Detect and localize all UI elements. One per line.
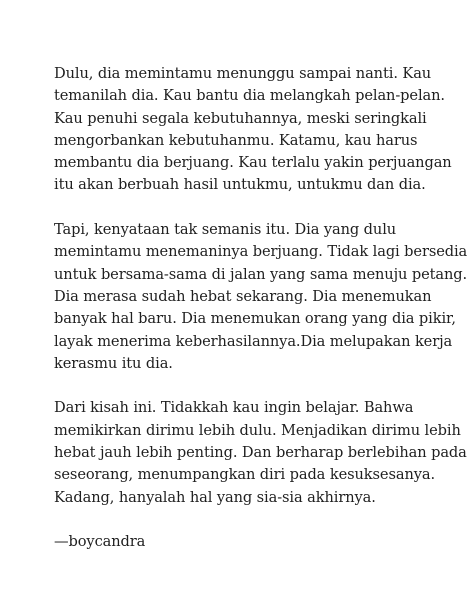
text-line: temanilah dia. Kau bantu dia melangkah pelan-pelan. (54, 87, 445, 105)
quote-text-block (54, 63, 474, 554)
author-signature (54, 531, 474, 553)
text-line: hebat jauh lebih penting. Dan berharap berlebihan pada (54, 444, 467, 462)
text-line: untuk bersama-sama di jalan yang sama menuju petang. (54, 265, 468, 283)
text-line: kerasmu itu dia. (54, 354, 173, 372)
text-line: membantu dia berjuang. Kau terlalu yakin perjuangan (54, 154, 452, 172)
text-line: memikirkan dirimu lebih dulu. Menjadikan dirimu lebih (54, 421, 461, 439)
text-line: seseorang, menumpangkan diri pada kesuksesanya. (54, 466, 436, 484)
author-name: —boycandra (54, 533, 146, 551)
text-line: Dia merasa sudah hebat sekarang. Dia menemukan (54, 287, 432, 305)
text-line: banyak hal baru. Dia menemukan orang yang dia pikir, (54, 310, 456, 328)
text-line: Dari kisah ini. Tidakkah kau ingin belajar. Bahwa (54, 399, 414, 417)
text-line: Kadang, hanyalah hal yang sia-sia akhirnya. (54, 488, 376, 506)
text-line: Dulu, dia memintamu menunggu sampai nanti. Kau (54, 65, 432, 82)
text-line: memintamu menemaninya berjuang. Tidak lagi bersedia (54, 243, 468, 261)
paragraph-2 (54, 219, 474, 375)
paragraph-3 (54, 397, 474, 508)
text-line: layak menerima keberhasilannya.Dia melupakan kerja (54, 332, 453, 350)
paragraph-1 (54, 63, 474, 197)
text-line: itu akan berbuah hasil untukmu, untukmu dan dia. (54, 176, 426, 194)
text-line: Kau penuhi segala kebutuhannya, meski seringkali (54, 109, 427, 127)
text-line: Tapi, kenyataan tak semanis itu. Dia yang dulu (54, 221, 397, 239)
text-line: mengorbankan kebutuhanmu. Katamu, kau harus (54, 131, 418, 149)
